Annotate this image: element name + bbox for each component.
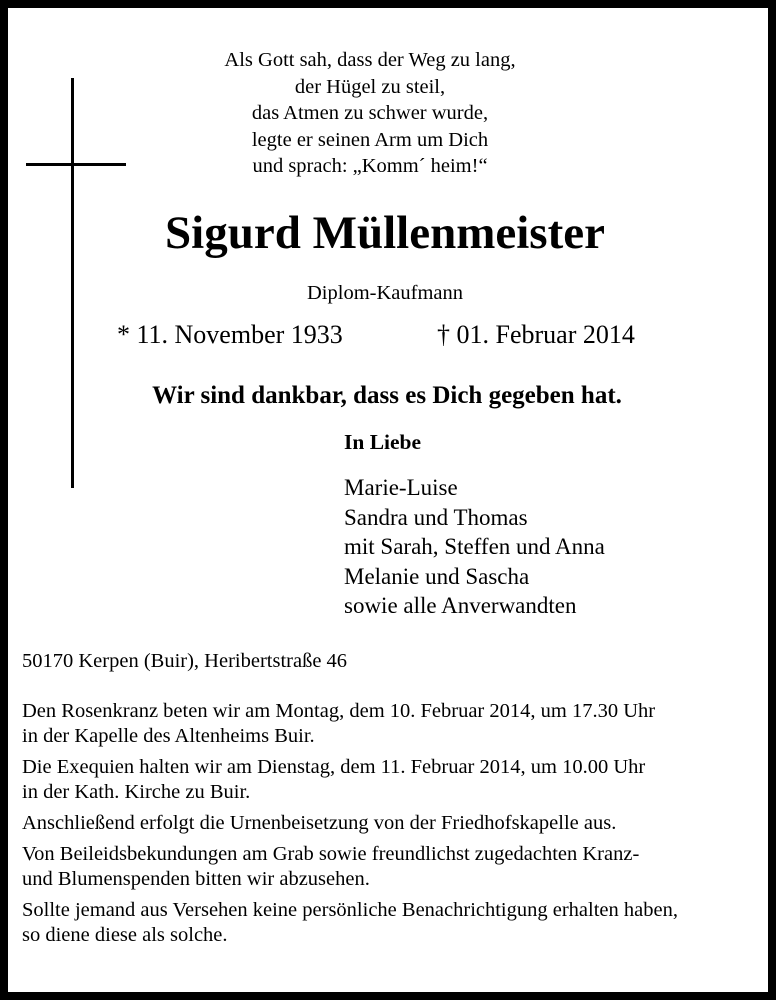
notice-line: Von Beileidsbekundungen am Grab sowie freundlichst zugedachten Kranz- [22,843,640,865]
in-love-heading: In Liebe [344,430,422,454]
poem-line: Als Gott sah, dass der Weg zu lang, [224,49,516,71]
death-date: † 01. Februar 2014 [437,320,635,349]
notice-line: Die Exequien halten wir am Dienstag, dem 11. Februar 2014, um 10.00 Uhr [22,756,646,778]
notice-line: Den Rosenkranz beten wir am Montag, dem 10. Februar 2014, um 17.30 Uhr [22,700,656,722]
deceased-title: Diplom-Kaufmann [307,282,463,304]
notice-line: und Blumenspenden bitten wir abzusehen. [22,868,370,890]
notice-line: in der Kapelle des Altenheims Buir. [22,725,315,747]
cross-vertical-bar [71,78,74,488]
poem-line: das Atmen zu schwer wurde, [251,102,489,124]
mourner-name: sowie alle Anverwandten [344,593,577,618]
notice-line: so diene diese als solche. [22,924,228,946]
cross-horizontal-bar [26,163,126,166]
mourner-name: Melanie und Sascha [344,563,530,589]
notice-urn-burial [22,811,762,836]
deceased-name: Sigurd Müllenmeister [165,207,605,259]
poem-line: und sprach: „Komm´ heim!“ [252,155,488,177]
poem-line: der Hügel zu steil, [294,75,446,98]
notice-line: Sollte jemand aus Versehen keine persönliche Benachrichtigung erhalten haben, [22,899,678,921]
mourner-name: Marie-Luise [344,475,458,500]
family-address: 50170 Kerpen (Buir), Heribertstraße 46 [22,650,348,672]
notice-condolences [22,842,762,892]
birth-date: * 11. November 1933 [117,320,343,349]
notice-rosary [22,699,762,749]
mourner-name: Sandra und Thomas [344,504,528,530]
notice-line: Anschließend erfolgt die Urnenbeisetzung von der Friedhofskapelle aus. [22,812,617,834]
poem-line: legte er seinen Arm um Dich [251,128,489,151]
mourner-name: mit Sarah, Steffen und Anna [344,534,605,559]
notice-exequies [22,755,762,805]
mourners-list [344,473,605,621]
funeral-notices [22,699,762,954]
notice-notification [22,898,762,948]
notice-line: in der Kath. Kirche zu Buir. [22,781,251,803]
motto: Wir sind dankbar, dass es Dich gegeben hat. [152,382,622,409]
poem [150,47,590,180]
